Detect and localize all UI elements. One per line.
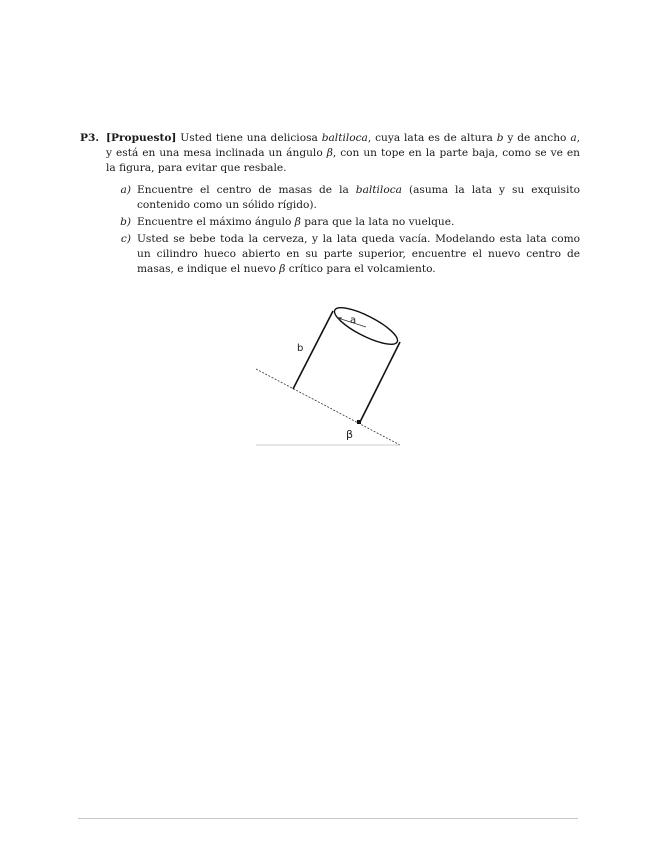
item-c-text-1: Usted se bebe toda la cerveza, y la lata queda vacía. Modelando esta lata como un cilindro hueco abierto en su parte superior, encuentre el nuevo centro de masas, e indique el nuevo: [137, 233, 580, 275]
intro-text-1: Usted tiene una deliciosa: [180, 132, 322, 144]
subquestion-c: [80, 232, 580, 277]
item-label: a): [120, 184, 131, 196]
problem-p3: [80, 131, 580, 279]
problem-statement: [80, 131, 580, 176]
item-text: [137, 232, 580, 277]
item-a-emphasis: baltiloca: [355, 184, 402, 196]
var-b: b: [496, 132, 504, 144]
problem-tag: [Propuesto]: [106, 132, 177, 144]
problem-intro: [106, 131, 580, 176]
item-label: c): [120, 233, 131, 245]
footer-rule: [78, 818, 578, 819]
intro-emphasis: baltiloca: [321, 132, 368, 144]
stop-block: [357, 420, 361, 424]
item-label: b): [120, 216, 131, 228]
figure-inclined-can: [250, 300, 410, 450]
intro-text-4: , y está en una mesa inclinada un ángulo: [106, 132, 581, 159]
item-b-text-1: Encuentre el máximo ángulo: [137, 216, 295, 228]
problem-number: P3.: [80, 132, 100, 144]
item-a-text-1: Encuentre el centro de masas de la: [137, 184, 356, 196]
figure-label-beta: β: [346, 428, 354, 441]
item-c-var: β: [279, 263, 286, 275]
incline-line: [256, 369, 400, 445]
var-beta: β: [326, 147, 333, 159]
item-text: [137, 183, 580, 213]
subquestion-b: [80, 215, 580, 230]
figure-svg: [250, 300, 410, 450]
intro-text-5: , con un tope en la parte baja, como se ve en la figura, para evitar que resbale.: [106, 147, 580, 174]
figure-label-b: b: [297, 343, 304, 354]
subquestion-list: [80, 183, 580, 277]
subquestion-a: [80, 183, 580, 213]
intro-text-2: , cuya lata es de altura: [367, 132, 497, 144]
item-a-text-2: (asuma la lata y su exquisito contenido como un sólido rígido).: [137, 184, 580, 211]
item-text: [137, 215, 580, 230]
var-a: a: [570, 132, 577, 144]
item-b-var: β: [294, 216, 301, 228]
item-b-text-2: para que la lata no vuelque.: [300, 216, 455, 228]
figure-label-a: a: [350, 315, 357, 326]
can-right-side: [360, 342, 400, 422]
item-c-text-2: crítico para el volcamiento.: [285, 263, 436, 275]
can-top-ellipse: [330, 301, 401, 351]
intro-text-3: y de ancho: [503, 132, 571, 144]
